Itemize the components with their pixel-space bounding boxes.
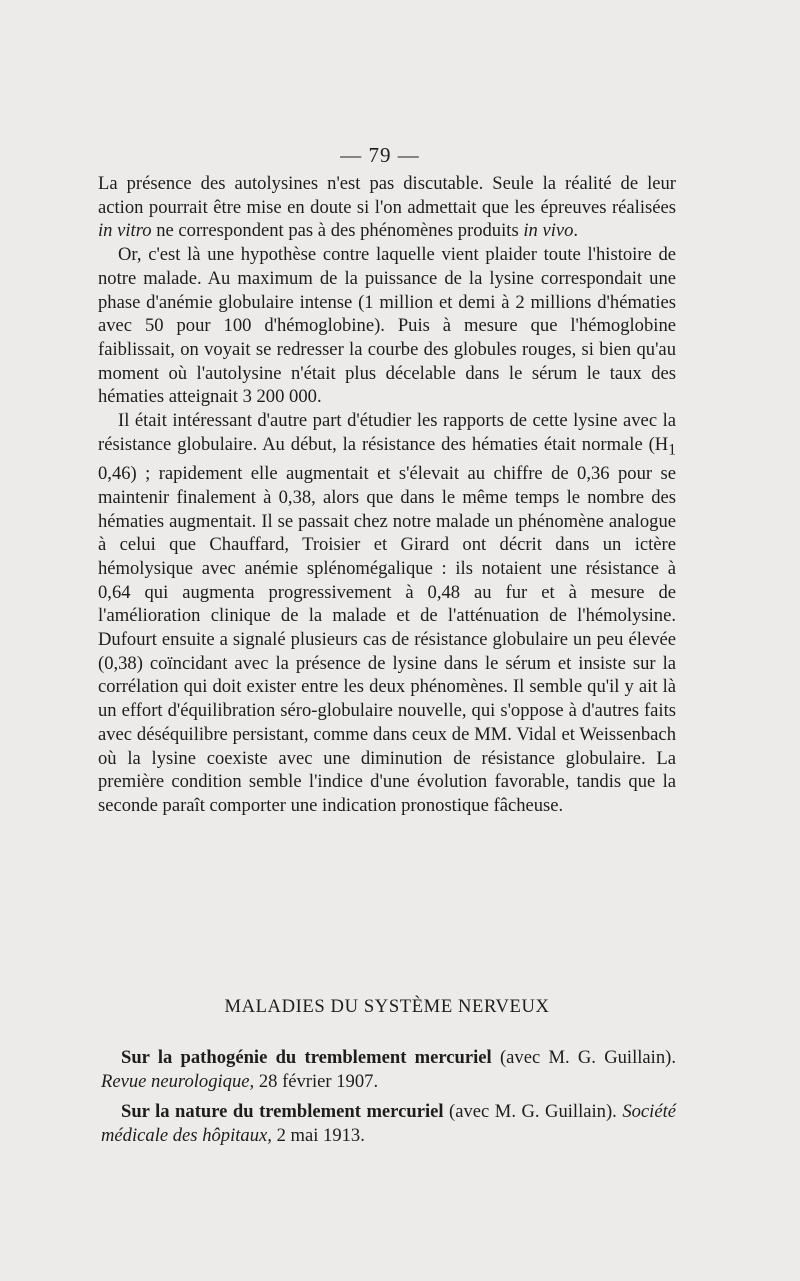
paragraph-2-part-1: Or, c'est là une hypothèse contre laquelle vient plaider toute l'histoire de notre malade. Au maximum de la puissance de la lysine correspondait une phase d'anémie globulaire intense (1 million et demi à 2 millions d'hématies avec 50 pour 100 d'hémoglobine). Puis à mesure que l'hémoglobine faiblissait, on voyait se redresser la courbe des globules rouges, si bien qu'au moment où l'autolysine n'était plus décelable dans le sérum le taux des hématies atteignait 3 200 000. [98, 244, 676, 408]
paragraph-3-part-3: 0,46) ; rapidement elle augmentait et s'élevait au chiffre de 0,36 pour se maintenir finalement à 0,38, alors que dans le même temps le nombre des hématies augmentait. Il se passait chez notre malade un phénomène analogue à celui que Chauffard, Troisier et Girard ont décrit dans un ictère hémolysique avec anémie splénomégalique : ils notaient une résistance à 0,64 qui augmenta progressivement à 0,48 au fur et à mesure de l'amélioration clinique de la malade et de l'atténuation de l'hémolysine. Dufourt ensuite a signalé plusieurs cas de résistance globulaire un peu élevée (0,38) coïncidant avec la présence de lysine dans le sérum et insiste sur la corrélation qui doit exister entre les deux phénomènes. Il semble qu'il y ait là un effort d'équilibration séro-globulaire nouvelle, qui s'oppose à d'autres faits avec déséquilibre persistant, comme dans ceux de MM. Vidal et Weissenbach où la lysine coexiste avec une diminution de résistance globulaire. La première condition semble l'indice d'une évolution favorable, tandis que la seconde paraît comporter une indication pronostique fâcheuse. [98, 463, 676, 816]
entry-1-title: Sur la pathogénie du tremblement mercuriel [121, 1047, 492, 1068]
paragraph-2 [98, 243, 676, 409]
paragraph-1-part-2: in vitro [98, 220, 152, 242]
entry-1-authors: (avec M. G. Guillain). [491, 1047, 676, 1068]
paragraph-1 [98, 172, 676, 243]
paragraph-1-part-1: La présence des autolysines n'est pas discutable. Seule la réalité de leur action pourrait être mise en doute si l'on admettait que les épreuves réalisées [98, 173, 676, 218]
bibliography-entries [101, 1046, 676, 1154]
section-heading: MALADIES DU SYSTÈME NERVEUX [224, 996, 550, 1017]
entry-2-date: 2 mai 1913. [271, 1125, 365, 1146]
page-number: — 79 — [340, 143, 420, 167]
paragraph-1-part-3: ne correspondent pas à des phénomènes produits [151, 220, 524, 242]
bibliography-entry-2 [101, 1100, 676, 1148]
bibliography-entry-1 [101, 1046, 676, 1094]
entry-2-authors: (avec M. G. Guillain). [443, 1101, 623, 1122]
paragraph-3-part-1: Il était intéressant d'autre part d'étudier les rapports de cette lysine avec la résistance globulaire. Au début, la résistance des hématies était normale (H [98, 410, 676, 455]
entry-1-journal: Revue neurologique, [101, 1071, 255, 1092]
body-text [98, 172, 676, 818]
paragraph-3-subscript: 1 [668, 441, 676, 459]
entry-1-date: 28 février 1907. [254, 1071, 379, 1092]
paragraph-1-part-5: . [573, 220, 579, 242]
paragraph-1-part-4: in vivo [523, 220, 574, 242]
entry-2-title: Sur la nature du tremblement mercuriel [121, 1101, 444, 1122]
entry-2-journal: Société médicale des hôpitaux, [101, 1101, 676, 1146]
paragraph-3 [98, 409, 676, 818]
